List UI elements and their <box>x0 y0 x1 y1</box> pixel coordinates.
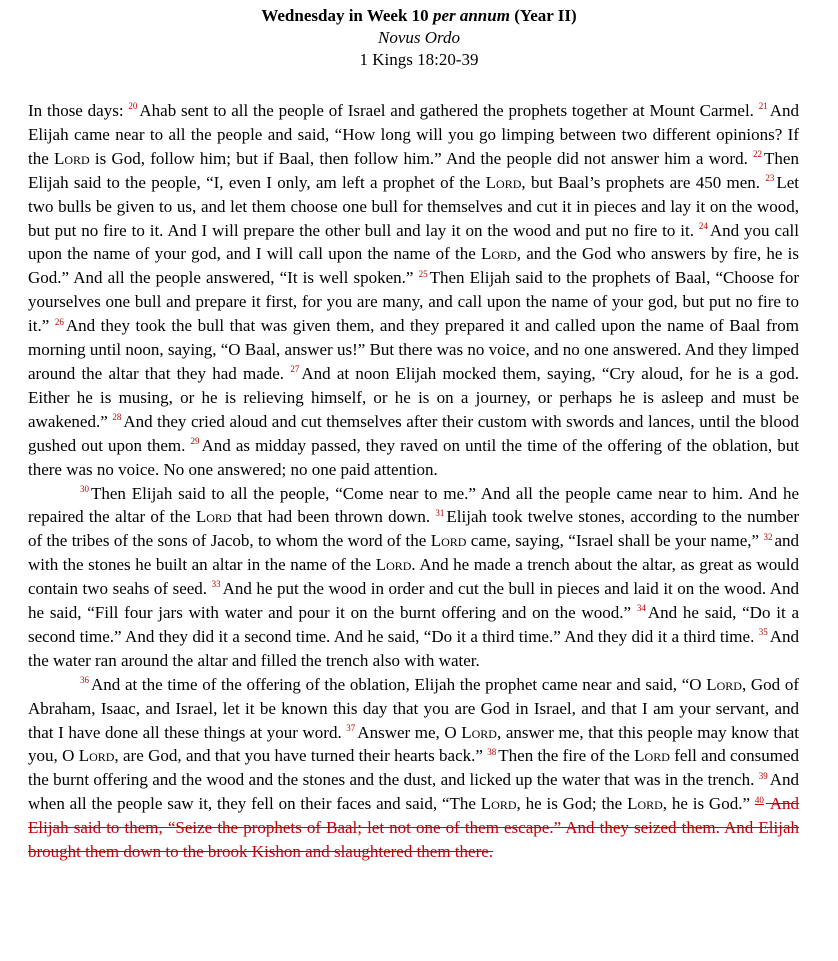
verse-number: 25 <box>418 268 428 279</box>
divine-name: Lord <box>634 746 670 766</box>
verse-number: 28 <box>112 412 122 423</box>
verse-number: 32 <box>763 531 773 542</box>
verse-number: 26 <box>54 316 64 327</box>
verse-number: 38 <box>487 746 497 757</box>
verse-number: 33 <box>211 579 221 590</box>
verse-number: 30 <box>80 483 89 494</box>
title-italic: per annum <box>432 6 510 25</box>
verse-number: 21 <box>758 101 768 112</box>
verse-number: 22 <box>753 149 763 160</box>
verse-number: 37 <box>346 722 356 733</box>
paragraph-1: In those days: $^{20}$ Ahab sent to all the people of Israel and gathered the prophets together at Mount Carmel. $^{21}$ And Elijah came near to all the people and said, “How long will you go limping between two different opinions? If the Lord is God, follow him; but if Baal, then follow him.” And the people did not answer him a word. $^{22}$ Then Elijah said to the people, “I, even I only, am left a prophet of the Lord, but Baal’s prophets are 450 men. $^{23}$ Let two bulls be given to us, and let them choose one bull for themselves and cut it in pieces and lay it on the wood, but put no fire to it. And I will prepare the other bull and lay it on the wood and put no fire to it. $^{24}$ And you call upon the name of your god, and I will call upon the name of the Lord, and the God who answers by fire, he is God.” And all the people answered, “It is well spoken.” $^{25}$ Then Elijah said to the prophets of Baal, “Choose for yourselves one bull and prepare it first, for you are many, and call upon the name of your god, but put no fire to it.” $^{26}$ And they took the bull that was given them, and they prepared it and called upon the name of Baal from morning until noon, saying, “O Baal, answer us!” But there was no voice, and no one answered. And they limped around the altar that they had made. $^{27}$ And at noon Elijah mocked them, saying, “Cry aloud, for he is a god. Either he is musing, or he is relieving himself, or he is on a journey, or perhaps he is asleep and must be awakened.” $^{28}$ And they cried aloud and cut themselves after their custom with swords and lances, until the blood gushed out upon them. $^{29}$ And as midday passed, they raved on until the time of the offering of the oblation, but there was no voice. No one answered; no one paid attention. <box>28 101 800 479</box>
divine-name: Lord <box>627 794 663 814</box>
divine-name: Lord <box>706 674 742 694</box>
verse-number: 23 <box>765 173 775 184</box>
verse-number: 27 <box>290 364 300 375</box>
verse-number: 20 <box>128 101 138 112</box>
verse-number: 24 <box>698 220 708 231</box>
calendar-subtitle: Novus Ordo <box>377 28 460 47</box>
divine-name: Lord <box>461 722 497 742</box>
divine-name: Lord <box>480 244 517 264</box>
verse-number: 36 <box>80 675 89 686</box>
divine-name: Lord <box>53 148 90 168</box>
verse-number: 34 <box>636 603 646 614</box>
paragraph-3: $^{36}$ And at the time of the offering of the oblation, Elijah the prophet came near and said, “O Lord, God of Abraham, Isaac, and Israel, let it be known this day that you are God in Israel, and that I am your servant, and that I have done all these things at your word. $^{37}$ Answer me, O Lord, answer me, that this people may know that you, O Lord, are God, and that you have turned their hearts back.” $^{38}$ Then the fire of the Lord fell and consumed the burnt offering and the wood and the stones and the dust, and licked up the water that was in the trench. $^{39}$ And when all the people saw it, they fell on their faces and said, “The Lord, he is God; the Lord, he is God.” $^{40}$ And Elijah said to them, “Seize the prophets of Baal; let not one of them escape.” And they seized them. And Elijah brought them down to the brook Kishon and slaughtered them there. <box>28 674 800 862</box>
verse-number: 39 <box>758 770 768 781</box>
divine-name: Lord <box>485 172 522 192</box>
scripture-reference: 1 Kings 18:20-39 <box>359 50 479 69</box>
verse-number: 40 <box>754 794 764 805</box>
verse-number: 35 <box>758 627 768 638</box>
verse-number: 29 <box>190 436 200 447</box>
reading-header <box>0 0 838 71</box>
divine-name: Lord <box>480 794 517 814</box>
omitted-verse-40: $^{40}$ And Elijah said to them, “Seize the prophets of Baal; let not one of them escape.” And they seized them. And Elijah brought them down to the brook Kishon and slaughtered them there. <box>28 794 799 862</box>
reading-text <box>28 99 799 864</box>
divine-name: Lord <box>375 555 412 575</box>
divine-name: Lord <box>195 507 232 527</box>
divine-name: Lord <box>430 531 467 551</box>
verse-number: 31 <box>435 507 445 518</box>
liturgical-day-title: Wednesday in Week 10 per annum (Year II) <box>261 6 577 25</box>
paragraph-2: $^{30}$ Then Elijah said to all the people, “Come near to me.” And all the people came near to him. And he repaired the altar of the Lord that had been thrown down. $^{31}$ Elijah took twelve stones, according to the number of the tribes of the sons of Jacob, to whom the word of the Lord came, saying, “Israel shall be your name,” $^{32}$ and with the stones he built an altar in the name of the Lord. And he made a trench about the altar, as great as would contain two seahs of seed. $^{33}$ And he put the wood in order and cut the bull in pieces and laid it on the wood. And he said, “Fill four jars with water and pour it on the burnt offering and on the wood.” $^{34}$ And he said, “Do it a second time.” And they did it a second time. And he said, “Do it a third time.” And they did it a third time. $^{35}$ And the water ran around the altar and filled the trench also with water. <box>28 483 799 670</box>
divine-name: Lord <box>78 746 115 766</box>
